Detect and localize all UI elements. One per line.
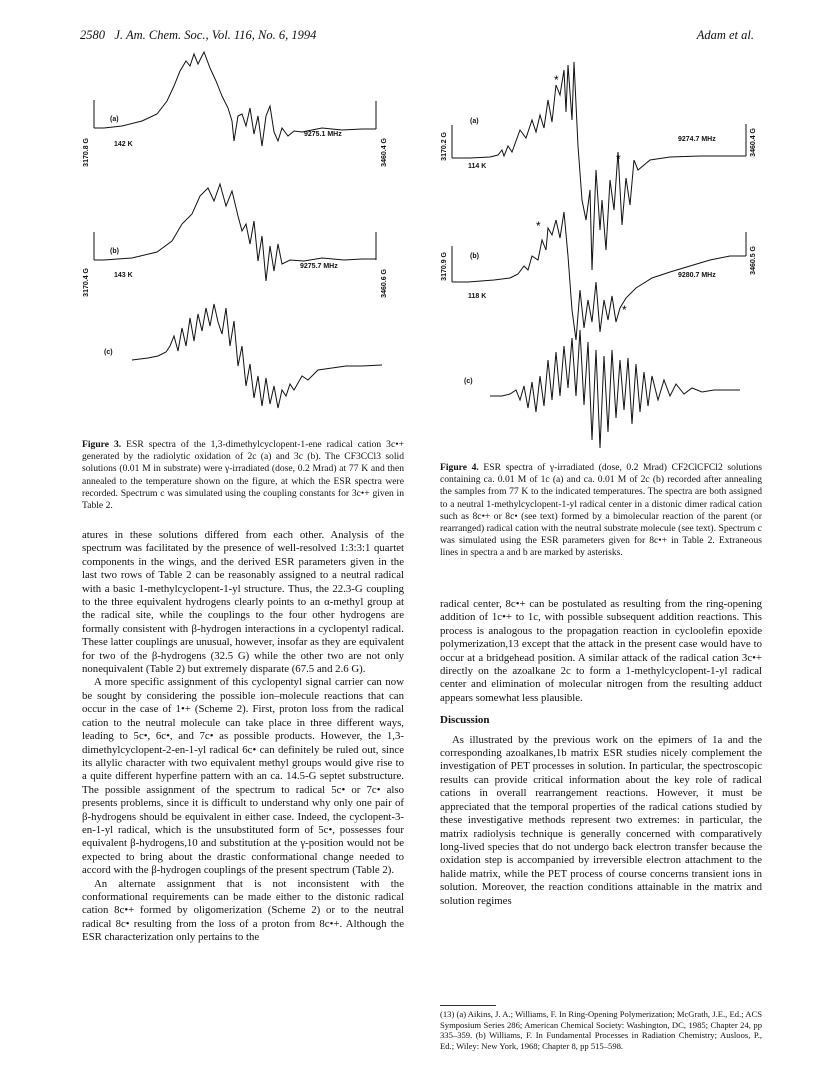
figure-3 [82,46,392,436]
fig3-a-field-high: 3460.4 G [381,138,388,167]
fig4-spectrum-a-trace [452,62,746,270]
fig4-a-temp: 114 K [468,163,487,170]
fig3-a-freq: 9275.1 MHz [304,131,342,138]
spectrum-c-trace [132,304,382,408]
figure-3-caption-label: Figure 3. [82,439,122,450]
fig3-c-label: (c) [104,349,113,356]
figure-4-caption-text: ESR spectra of γ-irradiated (dose, 0.2 Mrad) CF2ClCFCl2 solutions containing ca. 0.01 M of 1c (a) and ca. 0.01 M of 2c (b) recorded after annealing the samples from 77 K to the indicated temperatures. The spectra are both assigned to a neutral 1-methylcyclopent-1-yl radical center in a distonic dimer radical cation such as 8c•+ or 8c• (see text) formed by a bimolecular reaction of the parent (or rearranged) radical cation with the neutral substrate molecule (see text). Spectrum c was simulated using the ESR parameters given for 8c•+ in Table 2. Extraneous lines in spectra a and b are marked by asterisks. [440,462,762,559]
figure-4-spectra [440,60,760,460]
fig3-a-field-low-label: 3170.8 G [83,138,90,167]
right-paragraph-1: radical center, 8c•+ can be postulated as resulting from the ring-opening addition of 1c•+ to 1c, with possible subsequent addition reactions. This process is analogous to the propagation reaction in cycloolefin epoxide polymerization,13 except that the attack in the present case would have to occur at a bridgehead position. A similar attack of the radical cation 3c•+ directly on the azoalkane 2c to form a 1-methylcyclopent-1-yl radical center and elimination of molecular nitrogen from the resulting adduct appears somewhat less plausible. [440,598,762,704]
fig4-a-freq: 9274.7 MHz [678,136,716,143]
fig4-b-temp: 118 K [468,293,487,300]
left-column-text [82,529,404,945]
fig4-a-field-low: 3170.2 G [441,132,448,161]
left-paragraph-2: A more specific assignment of this cyclopentyl signal carrier can now be sought by considering the possible ion–molecule reactions that can occur in the case of 1•+ (Scheme 2). First, proton loss from the radical cation to the neutral molecule can take place in three different ways, leading to 5c•, 6c•, and 7c• as possible products. However, the 1,3-dimethylcyclopent-2-en-1-yl radical 6c• can definitely be ruled out, since its allylic character with two equivalent methyl groups would give rise to a quite different hyperfine pattern with an ca. 14.5-G septet substructure. The possible assignment of the spectrum to radical 5c• or 7c• also presents problems, since it is difficult to understand why only one pair of β-hydrogens should be equivalent in either case. Indeed, the cyclopent-3-en-1-yl radical, which is the unsubstituted form of 5c•, possesses four equivalent β-hydrogens,10 and substitution at the γ-position would not be expected to bring about the drastic conformational change needed to accord with the β-hydrogen couplings of the present spectrum (Table 2). [82,676,404,877]
left-paragraph-3: An alternate assignment that is not inconsistent with the conformational requirements can be made either to the distonic radical cation 8c•+ formed by oligomerization (Scheme 2) or to the neutral radical 8c• resulting from the loss of a proton from 8c•+. Although the ESR characterization only pertains to the [82,877,404,944]
running-header [80,28,316,43]
discussion-heading: Discussion [440,714,490,727]
fig4-b-asterisk-2: * [622,303,627,317]
figure-3-caption-text: ESR spectra of the 1,3-dimethylcyclopent-1-ene radical cation 3c•+ generated by the radiolytic oxidation of 2c (a) and 3c (b). The CF3CCl3 solid solutions (0.01 M in substrate) were γ-irradiated (dose, 0.2 Mrad) at 77 K and then annealed to the temperature shown on the figure, at which the ESR spectra were recorded. Spectrum c was simulated using the coupling constants for 3c•+ given in Table 2. [82,439,404,512]
page-number: 2580 [80,28,105,42]
fig4-b-asterisk-1: * [536,219,541,233]
fig3-b-field-low: 3170.4 G [83,268,90,297]
fig4-b-freq: 9280.7 MHz [678,272,716,279]
figure-4 [440,60,760,460]
right-paragraph-2: As illustrated by the previous work on the epimers of 1a and the corresponding azoalkanes,1b matrix ESR studies nicely complement the investigation of PET processes in solution. In particular, the spectroscopic results can provide critical information about the key role of radical cations in overall rearrangement reactions. However, it must be appreciated that the temporal properties of the radical cations studied by these investigative methods represent two extremes: in particular, the matrix radiolysis technique is generally concerned with comparatively long-lived species that do not undergo back electron transfer because the oxidation step is accompanied by irreversible electron attachment to the halide matrix, while the PET process of course concerns transient ions in solution. Moreover, the reaction conditions attainable in the matrix and solution regimes [440,733,762,907]
fig4-c-label: (c) [464,378,473,385]
fig3-b-field-high: 3460.6 G [381,269,388,298]
running-authors: Adam et al. [696,28,754,42]
figure-3-spectra [82,46,392,436]
fig4-spectrum-c-trace [490,330,740,448]
fig3-b-temp: 143 K [114,272,133,279]
fig4-a-label: (a) [470,118,479,125]
fig3-b-freq: 9275.7 MHz [300,263,338,270]
figure-4-caption [440,462,762,560]
fig4-a-field-high: 3460.4 G [750,128,757,157]
footnote-13: (13) (a) Aikins, J. A.; Williams, F. In Ring-Opening Polymerization; McGrath, J.E., Ed.; ACS Symposium Series 286; American Chemical Society: Washington, DC, 1985; Chapter 24, pp 335–359. (b) Williams, F. In Fundamental Processes in Radiation Chemistry; Ausloos, P., Ed.; Wiley: New York, 1968; Chapter 8, pp 515–598. [440,1009,762,1051]
fig3-a-label: (a) [110,116,119,123]
journal-citation: J. Am. Chem. Soc., Vol. 116, No. 6, 1994 [114,28,317,42]
fig4-b-field-high: 3460.5 G [750,246,757,275]
left-paragraph-1: atures in these solutions differed from each other. Analysis of the spectrum was facilitated by the presence of well-resolved 1:3:3:1 quartet components in the wings, and the derived ESR parameters given in the last two rows of Table 2 can be reasonably assigned to a neutral radical with a basic 1-methylcyclopent-1-yl structure. Thus, the 22.3-G coupling to the three equivalent hydrogens clearly points to an α-methyl group at the radical site, while the couplings to the four other hydrogens are formally consistent with β-hydrogen interactions in a cyclopentyl radical. These latter couplings are unusual, however, insofar as they are equivalent for two of the β-hydrogens (32.5 G) while the other two are not only nonequivalent (Table 2) but extremely disparate (67.5 and 2.6 G). [82,529,404,676]
fig3-b-label: (b) [110,248,119,255]
figure-3-caption [82,439,404,512]
footnote-rule [440,1005,496,1006]
fig3-a-temp: 142 K [114,141,133,148]
fig4-a-asterisk-2: * [616,152,621,166]
fig4-b-label: (b) [470,253,479,260]
figure-4-caption-label: Figure 4. [440,462,479,473]
fig4-a-asterisk-1: * [554,73,559,87]
right-column-text [440,598,762,908]
fig4-b-field-low: 3170.9 G [441,252,448,281]
